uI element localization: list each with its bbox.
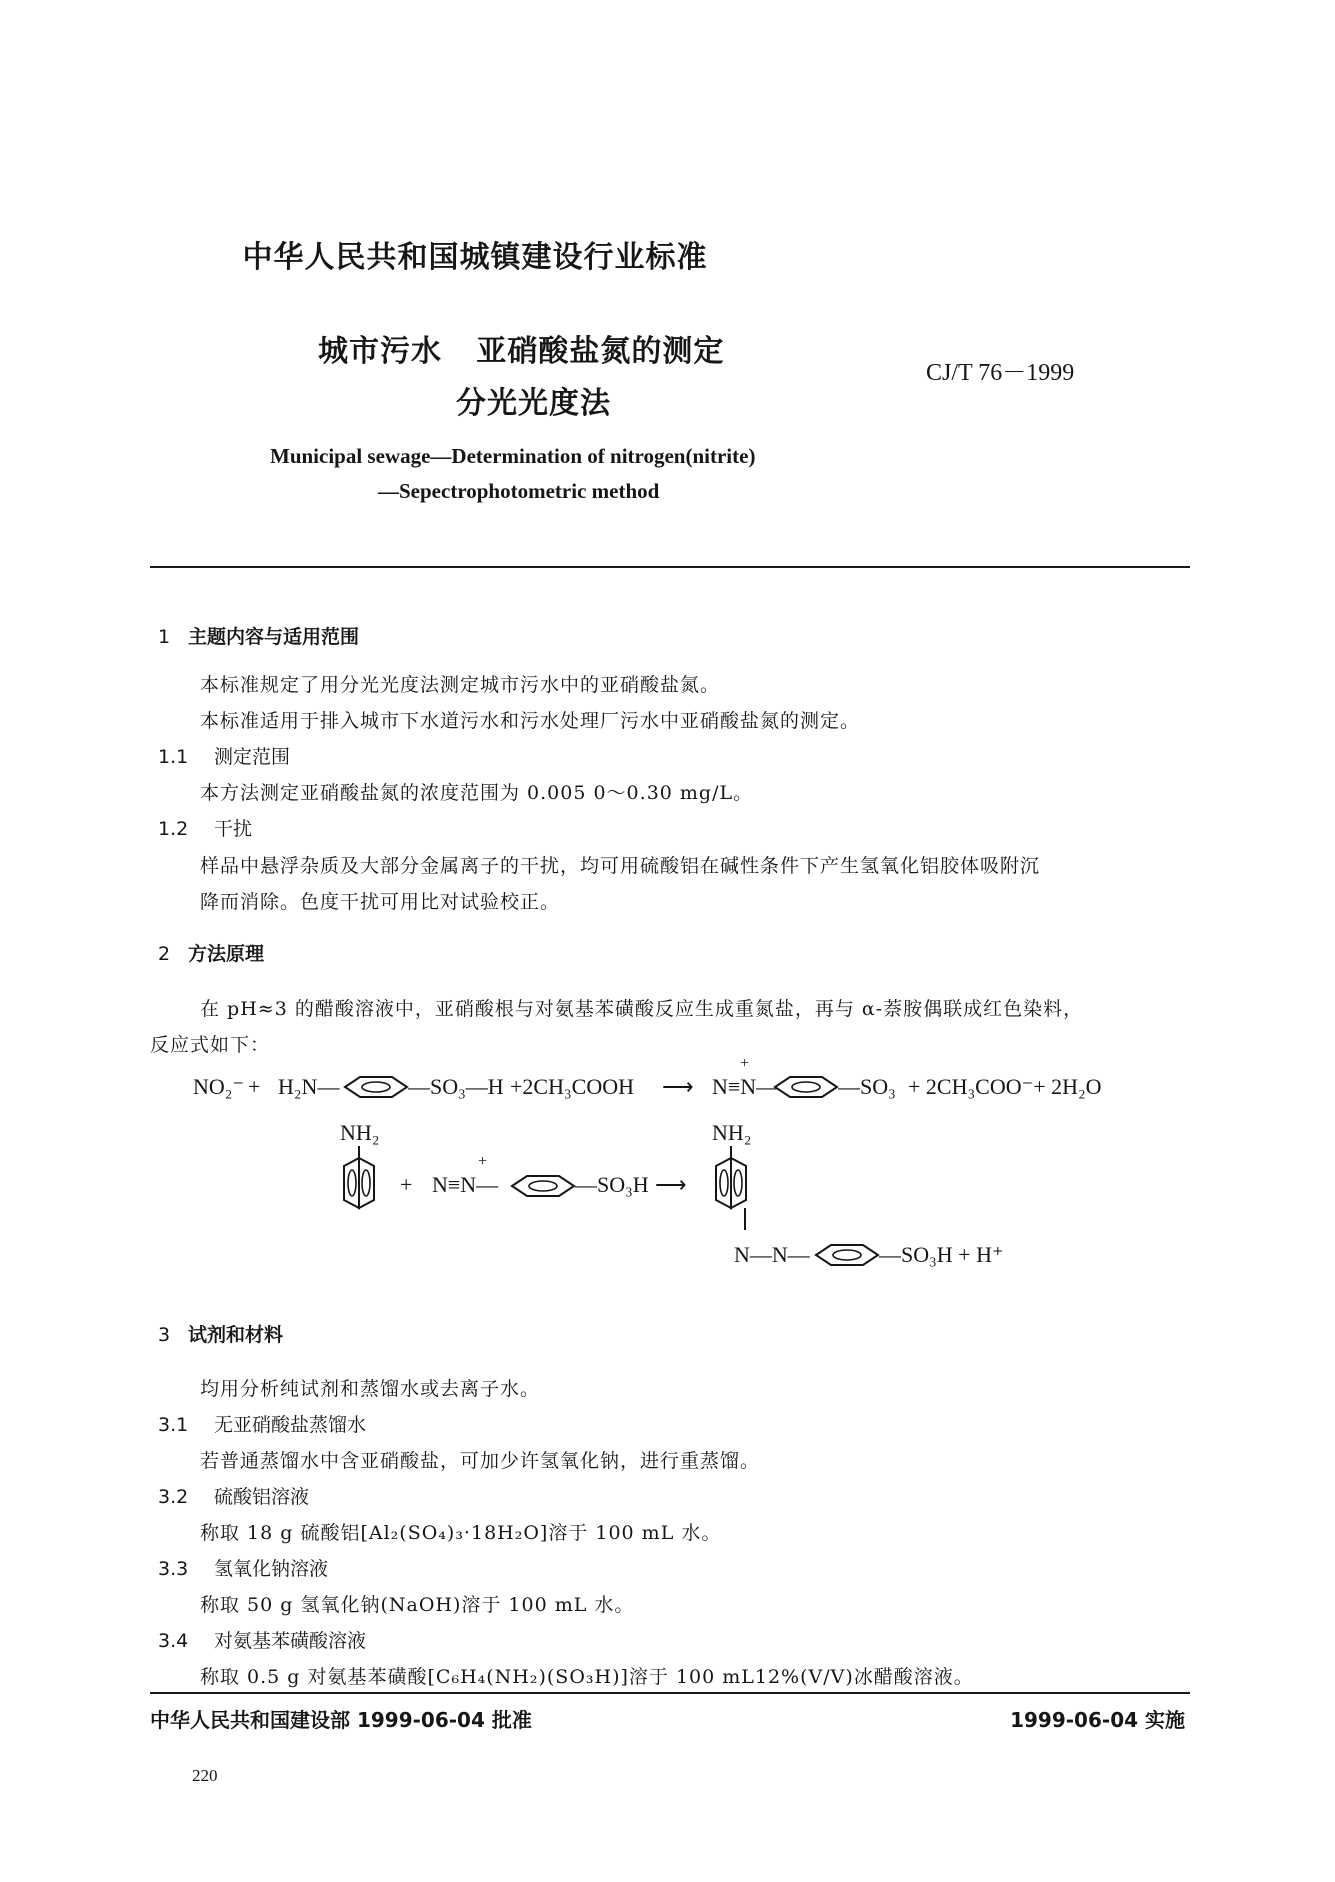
subsection-number: 3.2 — [158, 1486, 189, 1508]
subsection-title: 干扰 — [214, 818, 253, 840]
section-title: 主题内容与适用范围 — [188, 626, 360, 648]
paragraph: 称取 0.5 g 对氨基苯磺酸[C₆H₄(NH₂)(SO₃H)]溶于 100 mL12%(V/V)冰醋酸溶液。 — [200, 1666, 974, 1688]
paragraph: 本方法测定亚硝酸盐氮的浓度范围为 0.005 0～0.30 mg/L。 — [200, 782, 754, 804]
eq2-plus: + — [400, 1172, 413, 1197]
section-title: 方法原理 — [188, 943, 265, 965]
paragraph: 本标准适用于排入城市下水道污水和污水处理厂污水中亚硝酸盐氮的测定。 — [200, 710, 861, 732]
eq2-positive-charge: + — [478, 1153, 488, 1170]
standard-code: CJ/T 76－1999 — [926, 360, 1075, 386]
title-line-2: 分光光度法 — [456, 386, 611, 421]
subsection-3-4-heading — [158, 1626, 366, 1653]
subsection-title: 对氨基苯磺酸溶液 — [214, 1630, 367, 1652]
eq1-positive-charge: + — [740, 1055, 750, 1072]
english-title-line-2: —Sepectrophotometric method — [378, 479, 660, 503]
section-number: 3 — [158, 1324, 171, 1346]
eq2-azo-group: N—N— — [734, 1242, 810, 1267]
paragraph: 称取 50 g 氢氧化钠(NaOH)溶于 100 mL 水。 — [200, 1594, 635, 1616]
section-number: 1 — [158, 626, 171, 648]
eq1-benzene-ring-2 — [775, 1077, 837, 1097]
paragraph: 在 pH≈3 的醋酸溶液中，亚硝酸根与对氨基苯磺酸反应生成重氮盐，再与 α-萘胺偶联成红色染料， — [200, 998, 1084, 1020]
page-number: 220 — [192, 1766, 218, 1785]
eq2-amine-left: NH₂ — [340, 1120, 380, 1145]
subsection-3-2-heading — [158, 1482, 309, 1509]
eq1-sulfonic: —SO₃—H — [408, 1074, 504, 1099]
standard-category: 中华人民共和国城镇建设行业标准 — [242, 240, 708, 275]
subsection-number: 3.1 — [158, 1414, 189, 1436]
eq2-benzene-ring-1 — [512, 1176, 574, 1196]
eq1-acetic-acid: +2CH₃COOH — [510, 1074, 634, 1099]
paragraph: 均用分析纯试剂和蒸馏水或去离子水。 — [200, 1378, 541, 1400]
eq1-sulfonate: —SO₃ — [838, 1074, 896, 1099]
effective-date: 1999-06-04 实施 — [1010, 1708, 1185, 1732]
title-line-1: 城市污水 亚硝酸盐氮的测定 — [318, 334, 725, 369]
eq2-amine-right: NH₂ — [712, 1120, 752, 1145]
section-title: 试剂和材料 — [188, 1324, 284, 1346]
eq1-diazonium: N≡N— — [712, 1074, 779, 1099]
subsection-title: 氢氧化钠溶液 — [214, 1558, 329, 1580]
paragraph: 本标准规定了用分光光度法测定城市污水中的亚硝酸盐氮。 — [200, 674, 721, 696]
subsection-title: 测定范围 — [214, 746, 291, 768]
eq2-benzene-ring-2 — [816, 1245, 878, 1265]
eq1-plus: + — [248, 1074, 261, 1099]
eq1-nitrite: NO₂⁻ — [193, 1074, 245, 1099]
paragraph: 若普通蒸馏水中含亚硝酸盐，可加少许氢氧化钠，进行重蒸馏。 — [200, 1450, 761, 1472]
eq1-arrow: ⟶ — [662, 1074, 694, 1099]
subsection-3-3-heading — [158, 1554, 328, 1581]
eq1-products: + 2CH₃COO⁻+ 2H₂O — [908, 1074, 1102, 1099]
subsection-number: 3.4 — [158, 1630, 189, 1652]
eq2-product: —SO₃H + H⁺ — [879, 1242, 1004, 1267]
subsection-title: 无亚硝酸盐蒸馏水 — [214, 1414, 367, 1436]
footer-divider — [150, 1692, 1190, 1694]
subsection-title: 硫酸铝溶液 — [214, 1486, 310, 1508]
section-3-heading — [158, 1320, 283, 1347]
section-number: 2 — [158, 943, 171, 965]
paragraph: 称取 18 g 硫酸铝[Al₂(SO₄)₃·18H₂O]溶于 100 mL 水。 — [200, 1522, 722, 1544]
subsection-number: 3.3 — [158, 1558, 189, 1580]
eq1-amine: H₂N— — [278, 1074, 340, 1099]
eq2-sulfonic: —SO₃H — [575, 1172, 649, 1197]
eq1-benzene-ring-1 — [345, 1077, 407, 1097]
eq2-naphthalene-left — [344, 1158, 389, 1208]
subsection-number: 1.2 — [158, 818, 189, 840]
paragraph: 样品中悬浮杂质及大部分金属离子的干扰，均可用硫酸铝在碱性条件下产生氢氧化铝胶体吸附沉 — [200, 855, 1041, 877]
english-title-line-1: Municipal sewage—Determination of nitrogen(nitrite) — [270, 444, 756, 468]
approval-date: 中华人民共和国建设部 1999-06-04 批准 — [150, 1708, 532, 1732]
paragraph: 降而消除。色度干扰可用比对试验校正。 — [200, 891, 561, 913]
subsection-number: 1.1 — [158, 746, 189, 768]
paragraph: 反应式如下： — [150, 1034, 271, 1056]
eq2-arrow: ⟶ — [655, 1172, 687, 1197]
eq2-naphthalene-right — [716, 1158, 746, 1208]
subsection-3-1-heading — [158, 1410, 366, 1437]
eq2-diazonium: N≡N— — [432, 1172, 499, 1197]
